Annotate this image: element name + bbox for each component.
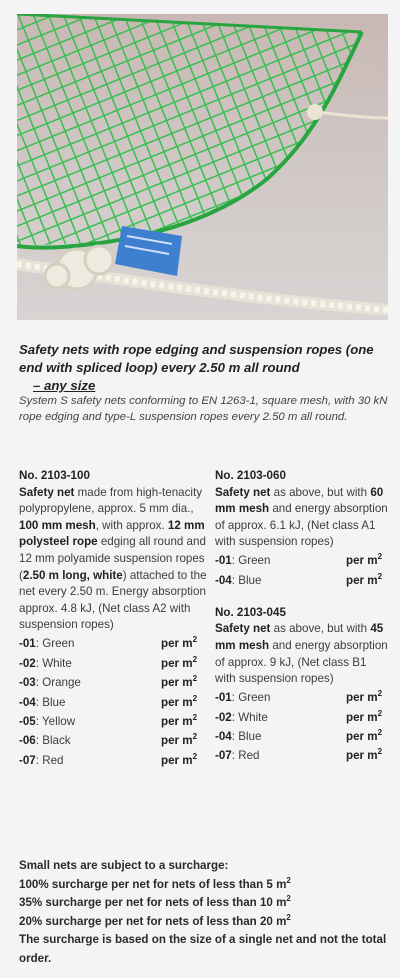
surcharge-title: Small nets are subject to a surcharge: bbox=[19, 859, 229, 872]
product-code: No. 2103-100 bbox=[19, 469, 90, 482]
variant-color: : Red bbox=[231, 749, 260, 763]
desc-bold: 2.50 m long, white bbox=[22, 568, 123, 582]
section-title: Safety nets with rope edging and suspension ropes (one end with spliced loop) every 2.50 m all round bbox=[19, 342, 374, 375]
section-intro: System S safety nets conforming to EN 1263-1, square mesh, with 30 kN rope edging and type-L suspension ropes every 2.50 m all round. bbox=[19, 395, 388, 423]
desc-text: ) attached to the net every 2.50 m. Energy absorption approx. 4.8 kJ, (Net class A2 with suspension ropes) bbox=[19, 568, 207, 632]
product-description bbox=[19, 485, 207, 634]
product-code: No. 2103-045 bbox=[215, 605, 286, 619]
desc-bold: 12 mm polysteel rope bbox=[19, 518, 205, 549]
surcharge-line: 100% surcharge per net for nets of less than 5 $m^2$ bbox=[19, 875, 291, 891]
desc-text: as above, but with bbox=[270, 485, 371, 499]
variant-row bbox=[19, 635, 207, 654]
variant-row bbox=[215, 708, 390, 727]
price-unit: per $m^2$ bbox=[161, 712, 198, 728]
price-unit: per $m^2$ bbox=[161, 654, 198, 670]
surcharge-line: 20% surcharge per net for nets of less than 20 $m^2$ bbox=[19, 912, 291, 928]
product-2103-045 bbox=[215, 605, 390, 767]
surcharge-note: The surcharge is based on the size of a single net and not the total order. bbox=[19, 933, 387, 965]
variant-row bbox=[19, 732, 207, 751]
variant-color: : Green bbox=[231, 554, 271, 568]
desc-text: and energy absorption of approx. 9 kJ, (Net class B1 with suspension ropes) bbox=[215, 638, 388, 686]
variant-color: : Black bbox=[35, 734, 71, 748]
desc-bold: Safety net bbox=[215, 622, 271, 636]
variant-row bbox=[19, 654, 207, 673]
price-unit: per $m^2$ bbox=[161, 674, 198, 690]
variant-color: : Green bbox=[231, 691, 271, 705]
desc-text: made from high-tenacity polypropylene, approx. 5 mm dia., bbox=[19, 485, 203, 516]
desc-bold: Safety net bbox=[19, 485, 75, 499]
desc-bold: Safety net bbox=[215, 485, 271, 499]
variant-color: : Blue bbox=[231, 729, 262, 743]
price-unit: per $m^2$ bbox=[161, 751, 198, 767]
safety-net-illustration bbox=[17, 14, 388, 320]
variant-color: : Orange bbox=[35, 676, 81, 690]
variant-row bbox=[19, 674, 207, 693]
variant-list bbox=[215, 552, 390, 591]
product-code: No. 2103-060 bbox=[215, 469, 286, 482]
variant-code: -01 bbox=[215, 554, 232, 568]
variant-code: -01 bbox=[19, 637, 36, 651]
desc-text: and energy absorption of approx. 6.1 kJ, (Net class A1 with suspension ropes) bbox=[215, 502, 388, 549]
price-unit: per $m^2$ bbox=[346, 552, 383, 568]
variant-row bbox=[215, 689, 390, 708]
price-unit: per $m^2$ bbox=[346, 571, 383, 587]
desc-text: as above, but with bbox=[270, 622, 371, 636]
price-unit: per $m^2$ bbox=[161, 693, 198, 709]
variant-code: -01 bbox=[215, 691, 232, 705]
section-subtitle: – any size bbox=[33, 378, 96, 393]
surcharge-notice bbox=[19, 857, 391, 969]
product-2103-100 bbox=[19, 468, 207, 771]
variant-color: : Blue bbox=[35, 695, 66, 709]
surcharge-line: 35% surcharge per net for nets of less than 10 $m^2$ bbox=[19, 894, 291, 910]
variant-list bbox=[215, 689, 390, 767]
variant-row bbox=[215, 571, 390, 590]
variant-color: : Blue bbox=[231, 573, 262, 587]
variant-code: -07 bbox=[215, 749, 232, 763]
price-unit: per $m^2$ bbox=[346, 689, 383, 705]
variant-code: -05 bbox=[19, 714, 36, 728]
section-heading bbox=[19, 341, 391, 395]
price-unit: per $m^2$ bbox=[161, 732, 198, 748]
variant-color: : Yellow bbox=[35, 714, 76, 728]
desc-bold: 100 mm mesh bbox=[19, 518, 96, 532]
variant-code: -04 bbox=[215, 573, 232, 587]
variant-row bbox=[19, 713, 207, 732]
variant-color: : Green bbox=[35, 637, 75, 651]
variant-color: : White bbox=[231, 710, 268, 724]
desc-bold: 60 mm mesh bbox=[215, 485, 384, 516]
desc-text: , with approx. bbox=[95, 518, 168, 532]
variant-code: -02 bbox=[19, 656, 36, 670]
variant-row bbox=[215, 747, 390, 766]
variant-code: -04 bbox=[19, 695, 36, 709]
desc-bold: 45 mm mesh bbox=[215, 622, 384, 652]
variant-row bbox=[19, 693, 207, 712]
price-unit: per $m^2$ bbox=[346, 708, 383, 724]
variant-row bbox=[19, 751, 207, 770]
product-description bbox=[215, 621, 390, 687]
variant-code: -06 bbox=[19, 734, 36, 748]
price-unit: per $m^2$ bbox=[346, 747, 383, 763]
variant-color: : White bbox=[35, 656, 72, 670]
variant-code: -03 bbox=[19, 676, 36, 690]
desc-text: edging all round and 12 mm polyamide suspension ropes ( bbox=[19, 535, 206, 582]
price-unit: per $m^2$ bbox=[346, 727, 383, 743]
product-2103-060 bbox=[215, 468, 390, 591]
variant-list bbox=[19, 635, 207, 771]
variant-color: : Red bbox=[35, 753, 64, 767]
variant-code: -04 bbox=[215, 729, 232, 743]
product-description bbox=[215, 485, 390, 551]
product-2103-060-and-045 bbox=[215, 468, 390, 766]
variant-code: -07 bbox=[19, 753, 36, 767]
variant-row bbox=[215, 552, 390, 571]
variant-code: -02 bbox=[215, 710, 232, 724]
price-unit: per $m^2$ bbox=[161, 635, 198, 651]
safety-net-photo bbox=[17, 14, 388, 320]
variant-row bbox=[215, 728, 390, 747]
